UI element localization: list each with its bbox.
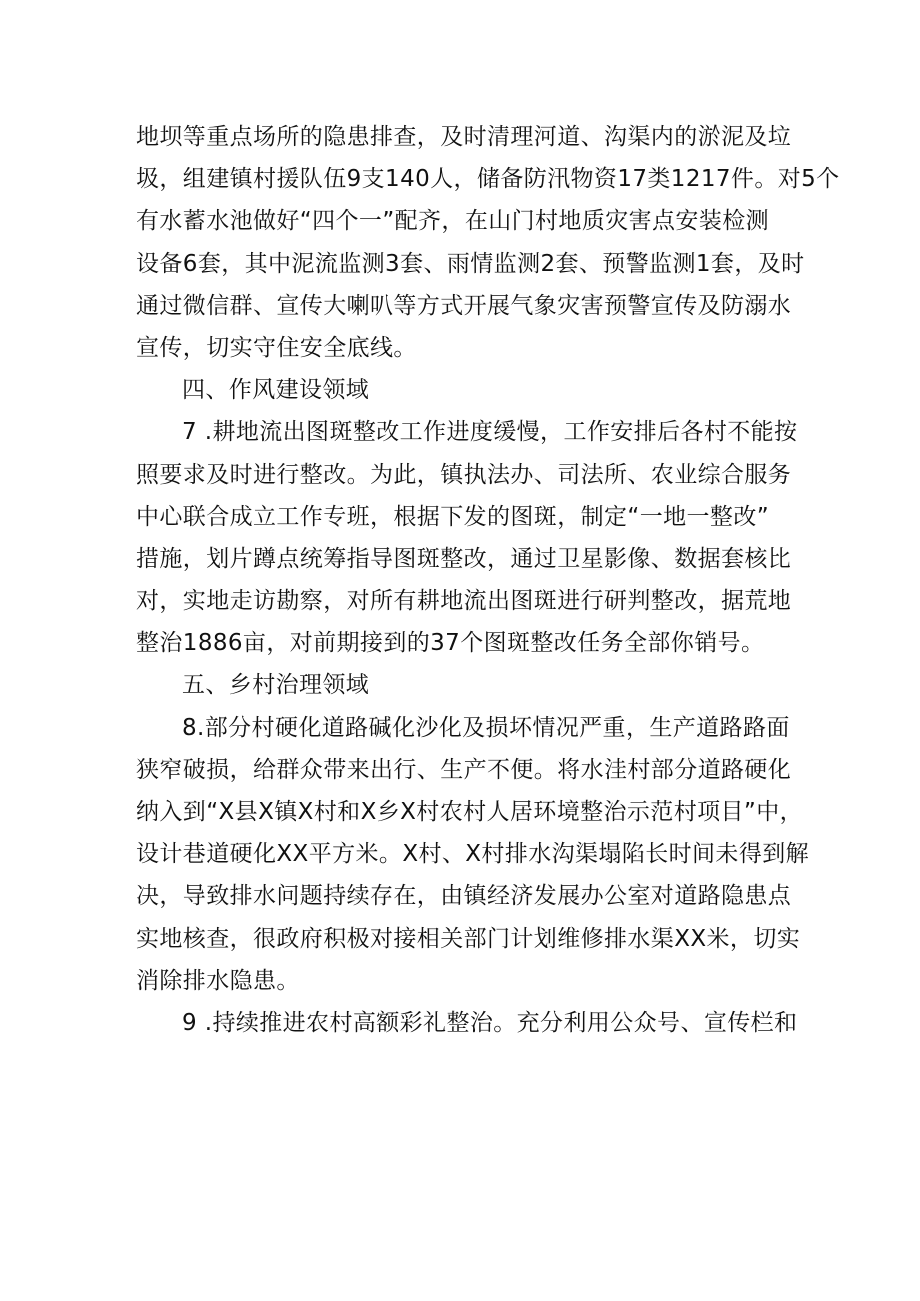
text-line: 措施，划片蹲点统筹指导图斑整改，通过卫星影像、数据套核比 bbox=[136, 545, 792, 572]
text-line: 决，导致排水问题持续存在，由镇经济发展办公室对道路隐患点 bbox=[136, 883, 792, 910]
text-line: 通过微信群、宣传大喇叭等方式开展气象灾害预警宣传及防溺水 bbox=[136, 292, 792, 319]
text-line: 对，实地走访勘察，对所有耕地流出图斑进行研判整改，据荒地 bbox=[136, 588, 792, 615]
text-line: 照要求及时进行整改。为此，镇执法办、司法所、农业综合服务 bbox=[136, 461, 792, 488]
text-line: 7 .耕地流出图斑整改工作进度缓慢，工作安排后各村不能按 bbox=[182, 419, 798, 446]
document-body bbox=[136, 116, 840, 1044]
paragraph-7 bbox=[136, 411, 796, 664]
text-line: 消除排水隐患。 bbox=[136, 967, 300, 994]
text-line: 设备6套，其中泥流监测3套、雨情监测2套、预警监测1套，及时 bbox=[136, 250, 805, 277]
text-line: 整治1886亩，对前期接到的37个图斑整改任务全部你销号。 bbox=[136, 630, 765, 657]
text-line: 8.部分村硬化道路碱化沙化及损坏情况严重，生产道路路面 bbox=[182, 714, 790, 741]
text-line: 宣传，切实守住安全底线。 bbox=[136, 334, 417, 361]
text-line: 实地核查，很政府积极对接相关部门计划维修排水渠XX米，切实 bbox=[136, 925, 801, 952]
text-line: 9 .持续推进农村高额彩礼整治。充分利用公众号、宣传栏和 bbox=[182, 1009, 798, 1036]
text-line: 有水蓄水池做好“四个一”配齐，在山门村地质灾害点安装检测 bbox=[136, 208, 770, 235]
text-line: 设计巷道硬化XX平方米。X村、X村排水沟渠塌陷长时间未得到解 bbox=[136, 841, 810, 868]
section-heading-5: 五、乡村治理领域 bbox=[182, 672, 370, 699]
text-line: 圾，组建镇村援队伍9支140人，储备防汛物资17类1217件。对5个 bbox=[136, 166, 840, 193]
text-line: 地坝等重点场所的隐患排查，及时清理河道、沟渠内的淤泥及垃 bbox=[136, 124, 792, 150]
paragraph-8 bbox=[136, 707, 810, 1002]
text-line: 纳入到“X县X镇X村和X乡X村农村人居环境整治示范村项目”中， bbox=[136, 799, 804, 825]
section-heading-4: 四、作风建设领域 bbox=[182, 377, 370, 404]
text-line: 中心联合成立工作专班，根据下发的图斑，制定“一地一整改” bbox=[136, 503, 770, 530]
paragraph-continued bbox=[136, 116, 840, 369]
text-line: 狭窄破损，给群众带来出行、生产不便。将水洼村部分道路硬化 bbox=[136, 756, 792, 783]
paragraph-9 bbox=[136, 1002, 796, 1044]
